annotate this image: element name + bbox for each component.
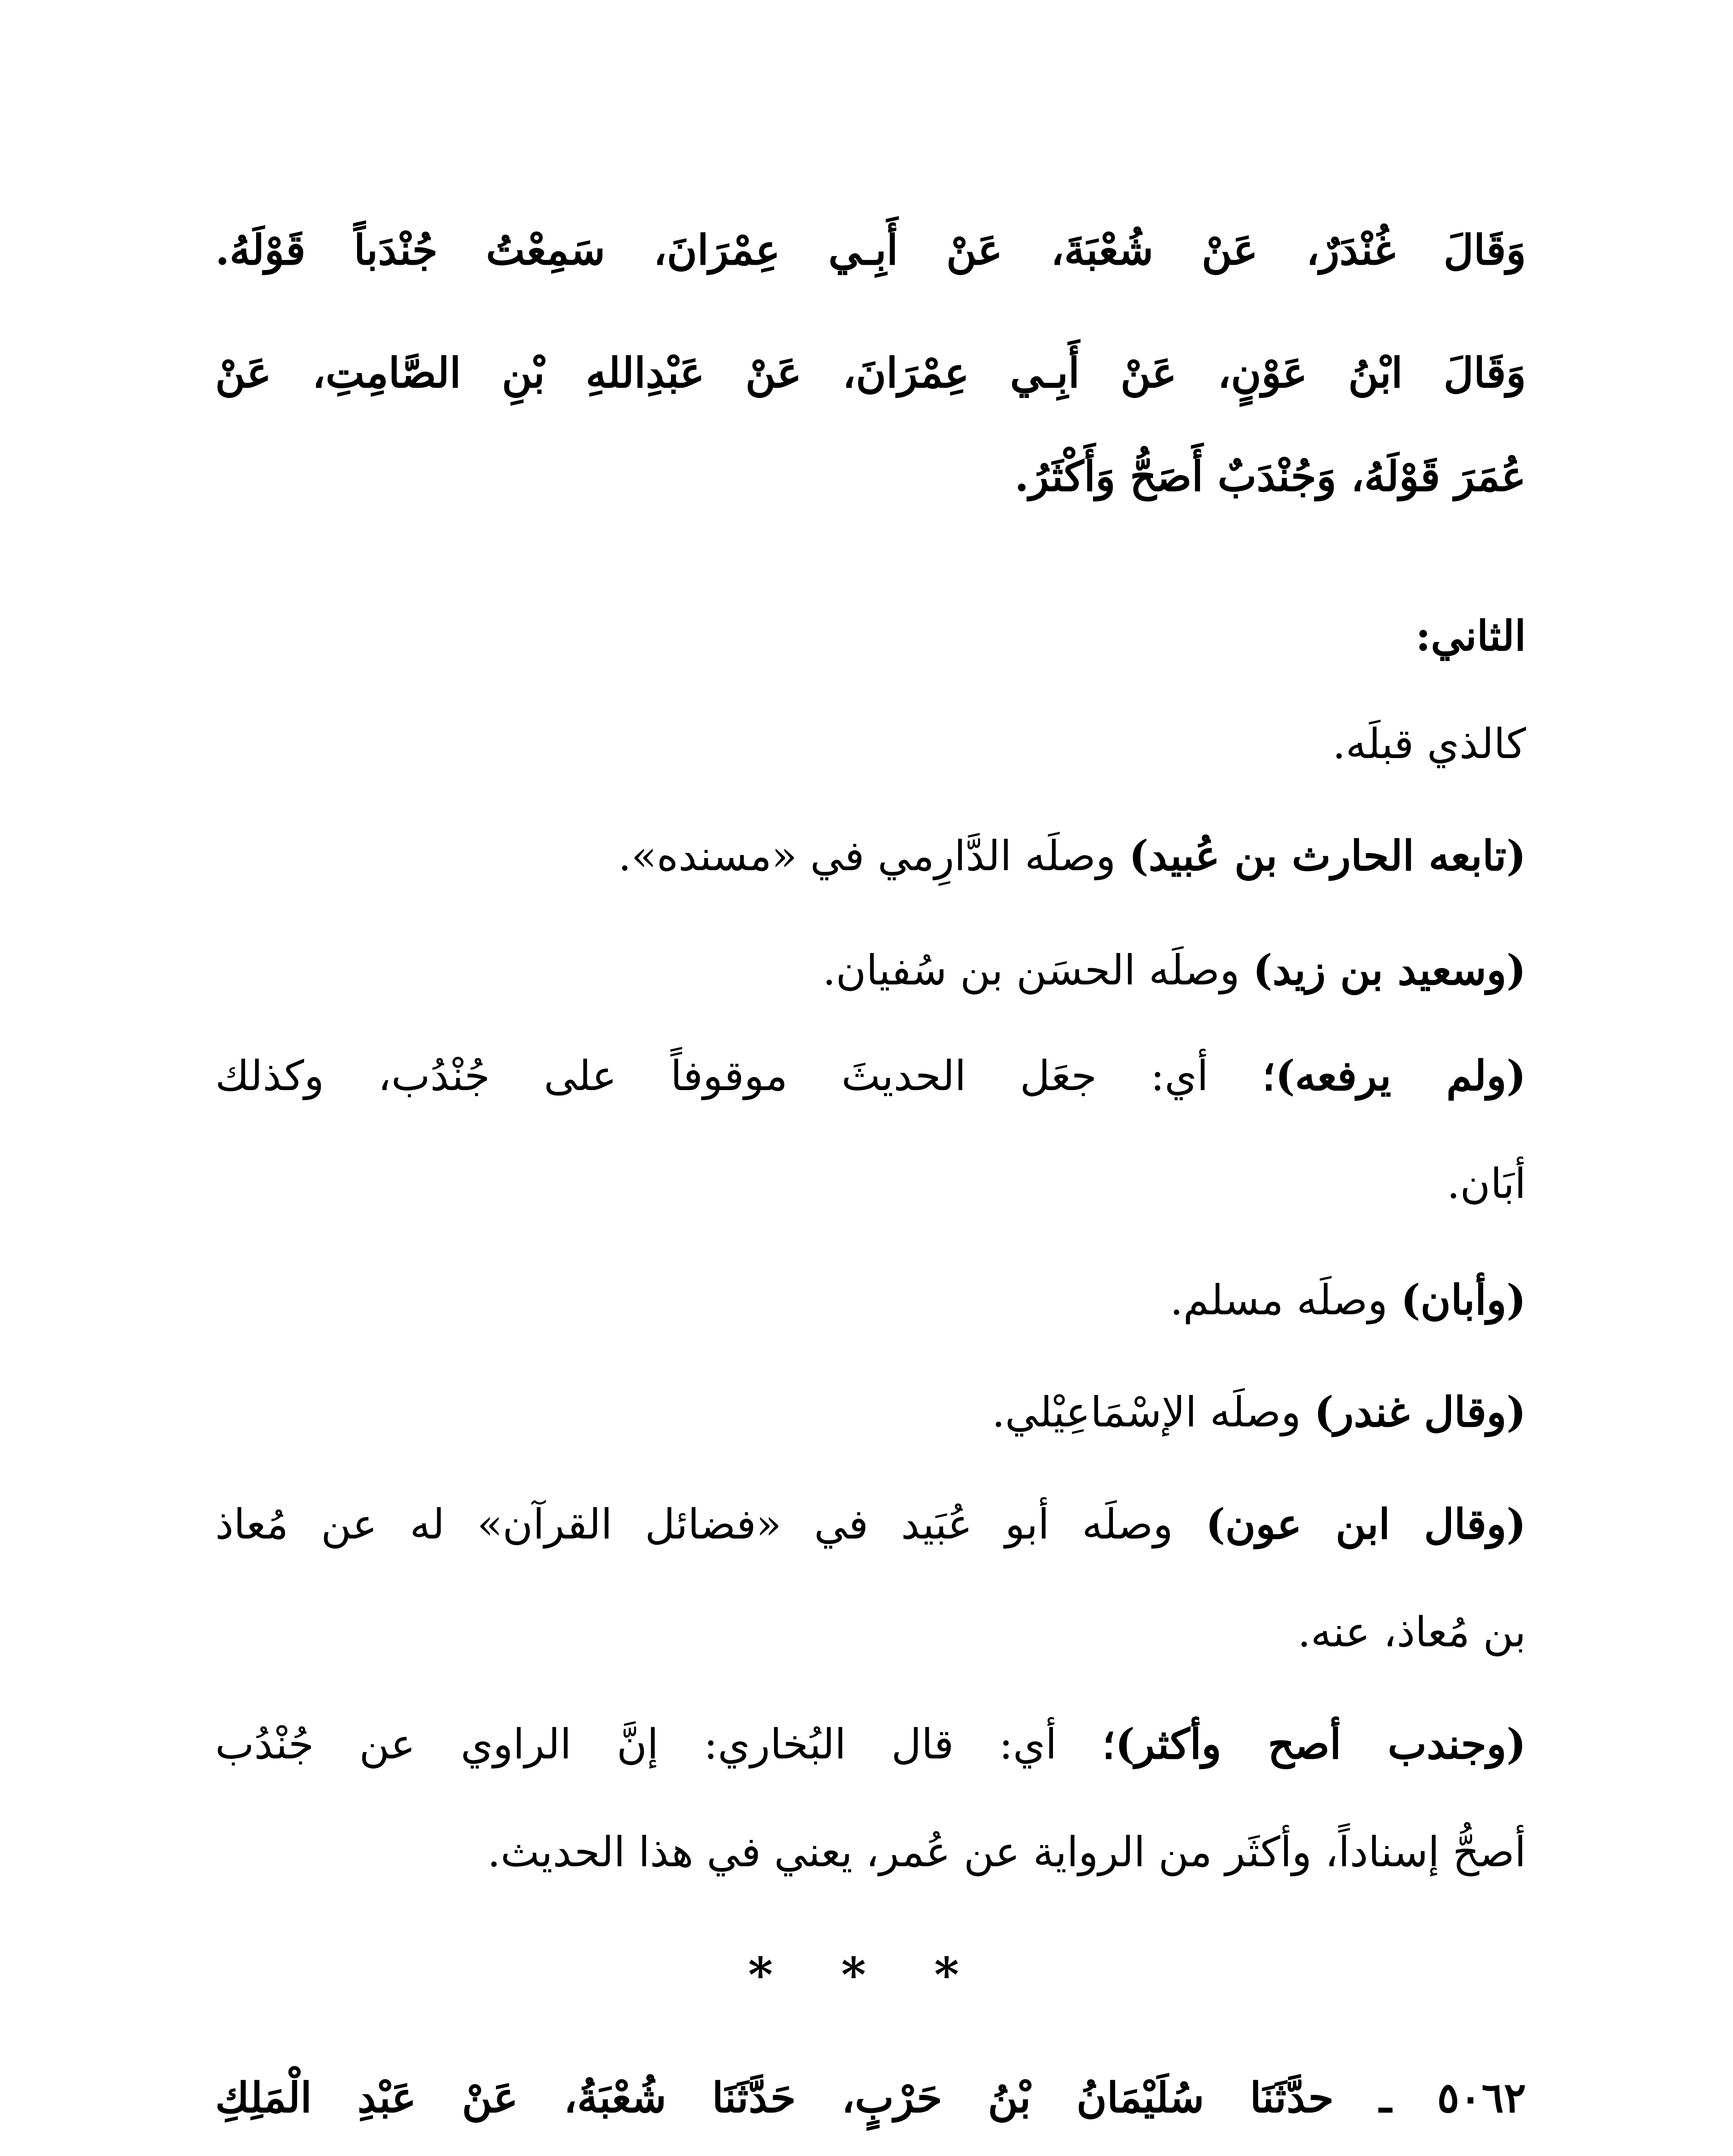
commentary-text: وصلَه الدَّارِمي في «مسنده». <box>618 832 1129 880</box>
commentary-line-4 <box>215 1044 1526 1108</box>
commentary-line-9: بن مُعاذ، عنه. <box>1297 1608 1526 1656</box>
commentary-quote: (ولم يرفعه)؛ <box>1262 1051 1526 1100</box>
commentary-quote: (وجندب أصح وأكثر)؛ <box>1102 1720 1526 1768</box>
commentary-line-1: كالذي قبلَه. <box>1332 720 1526 768</box>
commentary-text: وصلَه مسلم. <box>1170 1276 1401 1324</box>
quote-line-2: وَقَالَ ابْنُ عَوْنٍ، عَنْ أَبِـي عِمْرَانَ، عَنْ عَبْدِاللهِ بْنِ الصَّامِتِ، عَنْ <box>215 348 1526 397</box>
quote-line-3: عُمَرَ قَوْلَهُ، وَجُنْدَبٌ أَصَحُّ وَأَكْثَرُ. <box>1014 452 1526 501</box>
commentary-quote: (وأبان) <box>1401 1275 1526 1324</box>
commentary-quote: (وسعيد بن زيد) <box>1253 946 1526 994</box>
commentary-text: وصلَه الإسْمَاعِيْلي. <box>992 1388 1314 1436</box>
commentary-text: أي: جعَل الحديثَ موقوفاً على جُنْدُب، وكذلك <box>215 1052 1263 1100</box>
commentary-line-2 <box>215 824 1526 888</box>
commentary-text: وصلَه أبو عُبَيد في «فضائل القرآن» له عن مُعاذ <box>215 1500 1206 1548</box>
section-separator: * * * <box>748 1947 985 2002</box>
commentary-line-6 <box>215 1268 1526 1332</box>
commentary-text: وصلَه الحسَن بن سُفيان. <box>822 946 1253 994</box>
commentary-quote: (وقال ابن عون) <box>1206 1500 1526 1548</box>
commentary-text: أي: قال البُخاري: إنَّ الراوي عن جُنْدُب <box>215 1720 1102 1768</box>
quote-line-1: وَقَالَ غُنْدَرٌ، عَنْ شُعْبَةَ، عَنْ أَبِـي عِمْرَانَ، سَمِعْتُ جُنْدَباً قَوْلَهُ. <box>215 226 1526 274</box>
commentary-quote: (تابعه الحارث بن عُبيد) <box>1129 831 1526 880</box>
commentary-line-5: أبَان. <box>1447 1159 1526 1208</box>
commentary-line-7 <box>215 1380 1526 1445</box>
commentary-line-10 <box>215 1712 1526 1777</box>
commentary-line-3 <box>215 938 1526 1003</box>
commentary-line-11: أصحُّ إسناداً، وأكثَر من الرواية عن عُمر، يعني في هذا الحديث. <box>487 1828 1526 1876</box>
section-heading: الثاني: <box>1415 611 1526 660</box>
commentary-line-8 <box>215 1492 1526 1557</box>
commentary-quote: (وقال غندر) <box>1314 1388 1526 1436</box>
hadith-line-1: ٥٠٦٢ ـ حدَّثَنَا سُلَيْمَانُ بْنُ حَرْبٍ، حَدَّثَنَا شُعْبَةُ، عَنْ عَبْدِ الْمَلِكِ <box>215 2073 1526 2122</box>
